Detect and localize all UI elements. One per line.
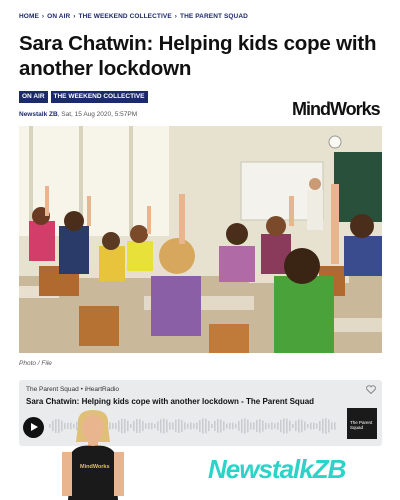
waveform-bar — [175, 420, 177, 432]
waveform-bar — [163, 418, 165, 433]
waveform-bar — [199, 420, 201, 432]
waveform-bar — [322, 419, 324, 433]
waveform-bar — [220, 419, 222, 432]
waveform-bar — [181, 420, 183, 432]
waveform-bar — [139, 419, 141, 433]
waveform-bar — [172, 422, 174, 429]
waveform-bar — [229, 423, 231, 430]
waveform-bar — [211, 424, 213, 428]
breadcrumb-parent-squad[interactable]: THE PARENT SQUAD — [180, 13, 248, 20]
waveform-bar — [49, 424, 51, 428]
waveform-bar — [187, 423, 189, 428]
waveform-bar — [157, 421, 159, 430]
waveform-bar — [307, 424, 309, 428]
presenter-illustration — [58, 408, 128, 500]
breadcrumb — [19, 13, 248, 20]
presenter-shirt-logo: MindWorks — [80, 464, 110, 470]
waveform-bar — [268, 423, 270, 429]
waveform-bar — [169, 422, 171, 429]
mindworks-logo[interactable] — [292, 99, 380, 120]
waveform-bar — [325, 418, 327, 434]
waveform-bar — [331, 422, 333, 429]
waveform-bar — [226, 424, 228, 429]
waveform-bar — [214, 421, 216, 431]
waveform-bar — [334, 422, 336, 429]
podcast-cover-art[interactable]: The Parent Squad — [347, 408, 377, 439]
waveform-bar — [235, 424, 237, 429]
tag-list — [19, 91, 148, 103]
waveform-bar — [241, 419, 243, 433]
waveform-bar — [145, 423, 147, 428]
waveform-bar — [217, 419, 219, 433]
classroom-illustration — [19, 126, 382, 353]
waveform-bar — [133, 421, 135, 431]
waveform-bar — [292, 424, 294, 428]
player-episode-title[interactable]: Sara Chatwin: Helping kids cope with another lockdown - The Parent Squad — [26, 397, 315, 406]
breadcrumb-separator: › — [41, 13, 45, 20]
waveform-bar — [304, 422, 306, 431]
waveform-bar — [328, 420, 330, 433]
waveform-bar — [265, 423, 267, 430]
waveform-bar — [166, 420, 168, 433]
player-show-line — [26, 386, 119, 393]
waveform-bar — [295, 421, 297, 431]
waveform-bar — [310, 423, 312, 430]
waveform-bar — [253, 422, 255, 429]
waveform-bar — [202, 419, 204, 434]
waveform-bar — [244, 418, 246, 433]
waveform-bar — [223, 421, 225, 430]
waveform-bar — [274, 423, 276, 428]
player-separator: • — [80, 386, 83, 393]
waveform-bar — [136, 419, 138, 433]
waveform-bar — [289, 421, 291, 431]
waveform-bar — [283, 418, 285, 433]
waveform-bar — [184, 422, 186, 429]
waveform-bar — [130, 424, 132, 428]
waveform-bar — [190, 422, 192, 429]
waveform-bar — [193, 423, 195, 429]
waveform-bar — [178, 419, 180, 433]
waveform-bar — [55, 419, 57, 433]
breadcrumb-on-air[interactable]: ON AIR — [47, 13, 71, 20]
waveform-bar — [232, 423, 234, 430]
waveform-bar — [313, 423, 315, 430]
waveform-bar — [208, 421, 210, 431]
waveform-bar — [316, 424, 318, 429]
photo-caption: Photo / File — [19, 360, 52, 367]
waveform-bar — [151, 423, 153, 430]
waveform-bar — [148, 423, 150, 429]
waveform-bar — [286, 419, 288, 434]
waveform-bar — [52, 421, 54, 431]
logo-part-mind: Mind — [292, 99, 330, 119]
play-icon[interactable] — [23, 417, 44, 438]
waveform-bar — [142, 421, 144, 431]
waveform-bar — [271, 422, 273, 429]
waveform-bar — [298, 419, 300, 432]
waveform-bar — [319, 421, 321, 431]
presenter-photo — [58, 408, 128, 500]
breadcrumb-separator: › — [73, 13, 76, 20]
iheart-icon-svg — [366, 385, 376, 394]
newstalkzb-logo[interactable]: NewstalkZB — [208, 454, 346, 484]
article-title: Sara Chatwin: Helping kids cope with another lockdown — [19, 32, 377, 80]
article-source[interactable]: Newstalk ZB — [19, 111, 58, 118]
breadcrumb-home[interactable]: HOME — [19, 13, 39, 20]
article-byline — [19, 111, 137, 118]
waveform-bar — [301, 420, 303, 432]
tag-weekend-collective[interactable]: THE WEEKEND COLLECTIVE — [51, 91, 148, 103]
waveform-bar — [160, 419, 162, 433]
logo-part-works: Works — [330, 99, 380, 119]
player-provider[interactable]: iHeartRadio — [84, 386, 119, 393]
waveform-bar — [262, 420, 264, 431]
article-date: , Sat, 15 Aug 2020, 5:57PM — [57, 111, 138, 118]
waveform-bar — [205, 419, 207, 434]
breadcrumb-weekend-collective[interactable]: THE WEEKEND COLLECTIVE — [78, 13, 172, 20]
breadcrumb-separator: › — [174, 13, 178, 20]
waveform-bar — [280, 420, 282, 432]
article-photo — [19, 126, 382, 353]
waveform-bar — [277, 422, 279, 429]
waveform-bar — [154, 424, 156, 428]
waveform-bar — [256, 420, 258, 432]
tag-on-air[interactable]: ON AIR — [19, 91, 48, 103]
waveform-bar — [259, 419, 261, 433]
waveform-bar — [238, 421, 240, 431]
waveform-bar — [250, 422, 252, 429]
waveform-bar — [196, 423, 198, 430]
player-show-name[interactable]: The Parent Squad — [26, 386, 79, 393]
iheart-icon[interactable] — [366, 385, 376, 396]
waveform-bar — [247, 420, 249, 433]
